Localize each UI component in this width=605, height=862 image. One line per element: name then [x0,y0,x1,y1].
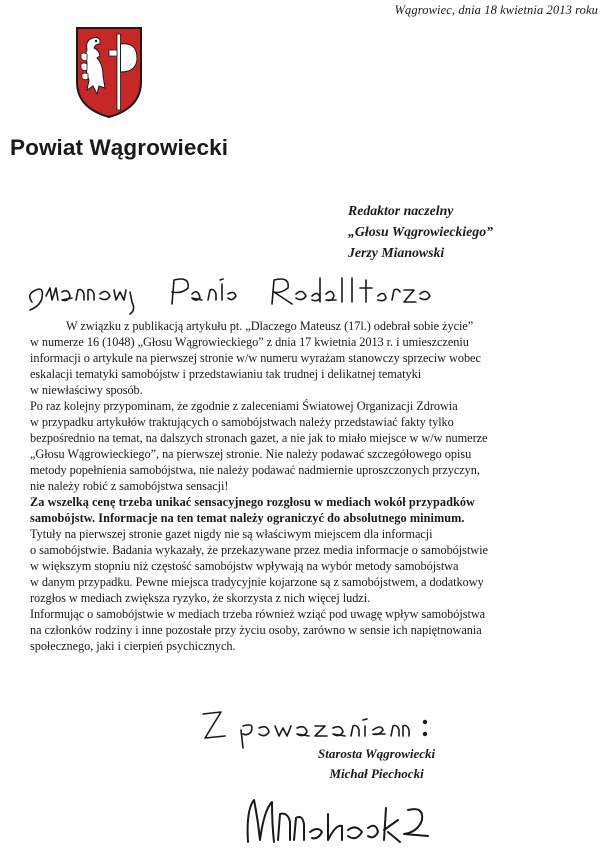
body-line: metody popełnienia samobójstwa, nie należy podawać nadmiernie uproszczonych przyczyn, [30,463,480,477]
body-line: w numerze 16 (1048) „Głosu Wągrowieckiego” z dnia 17 kwietnia 2013 r. i umieszczeniu [30,335,469,349]
body-line: „Głosu Wągrowieckiego”, na pierwszej stronie. Nie należy podawać szczegółowego opisu [30,447,472,461]
body-line: Po raz kolejny przypominam, że zgodnie z zaleceniami Światowej Organizacji Zdrowia [30,399,458,413]
body-line-emphasis: samobójstw. Informacje na ten temat należy ograniczyć do absolutnego minimum. [30,511,465,525]
county-coat-of-arms-icon [73,24,145,120]
recipient-block [348,200,493,263]
signatory-name: Michał Piechocki [329,766,424,781]
recipient-newspaper: „Głosu Wągrowieckiego” [348,224,494,239]
body-line: W związku z publikacją artykułu pt. „Dlaczego Mateusz (17l.) odebrał sobie życie” [66,319,474,333]
signatory-block [318,744,435,784]
recipient-name: Jerzy Mianowski [348,245,445,260]
body-line: nie należy robić z samobójstwa sensacji! [30,479,229,493]
body-line: informacji o artykule na pierwszej stronie w/w numeru wyrażam stanowczy sprzeciw wobec [30,351,481,365]
signatory-title: Starosta Wągrowiecki [318,746,436,761]
body-line: w danym przypadku. Pewne miejsca tradycyjnie kojarzone są z samobójstwem, a dodatkowy [30,575,484,589]
org-name: Powiat Wągrowiecki [10,135,229,160]
body-line: Tytuły na pierwszej stronie gazet nigdy nie są właściwym miejscem dla informacji [30,527,433,541]
body-line: o samobójstwie. Badania wykazały, że przekazywane przez media informacje o samobójstwie [30,543,488,557]
handwritten-salutation [22,258,442,320]
body-line: w większym stopniu niż częstość samobójstw wpływają na wybór metody samobójstwa [30,559,459,573]
body-line-emphasis: Za wszelką cenę trzeba unikać sensacyjnego rozgłosu w mediach wokół przypadków [30,495,475,509]
body-line: Informując o samobójstwie w mediach trzeba również wziąć pod uwagę wpływ samobójstwa [30,607,486,621]
body-line: na członków rodziny i inne pozostałe przy życiu osoby, zarówno w sensie ich napiętnowania [30,623,482,637]
recipient-title: Redaktor naczelny [348,203,454,218]
letter-body [30,318,590,654]
body-line: w niewłaściwy sposób. [30,383,143,397]
body-line: społecznego, jaki i cierpień psychicznych. [30,639,236,653]
handwritten-signature [238,790,448,850]
body-line: w przypadku artykułów traktujących o samobójstwach należy przedstawiać fakty tylko [30,415,454,429]
body-line: bezpośrednio na temat, na dalszych stronach gazet, a nie jak to miało miejsce w w/w numerze [30,431,488,445]
body-line: eskalacji tematyki samobójstw i przedstawianiu tak trudnej i delikatnej tematyki [30,367,422,381]
dateline: Wągrowiec, dnia 18 kwietnia 2013 roku [394,3,598,17]
body-line: rozgłos w mediach zwiększa ryzyko, że skorzysta z nich więcej ludzi. [30,591,371,605]
